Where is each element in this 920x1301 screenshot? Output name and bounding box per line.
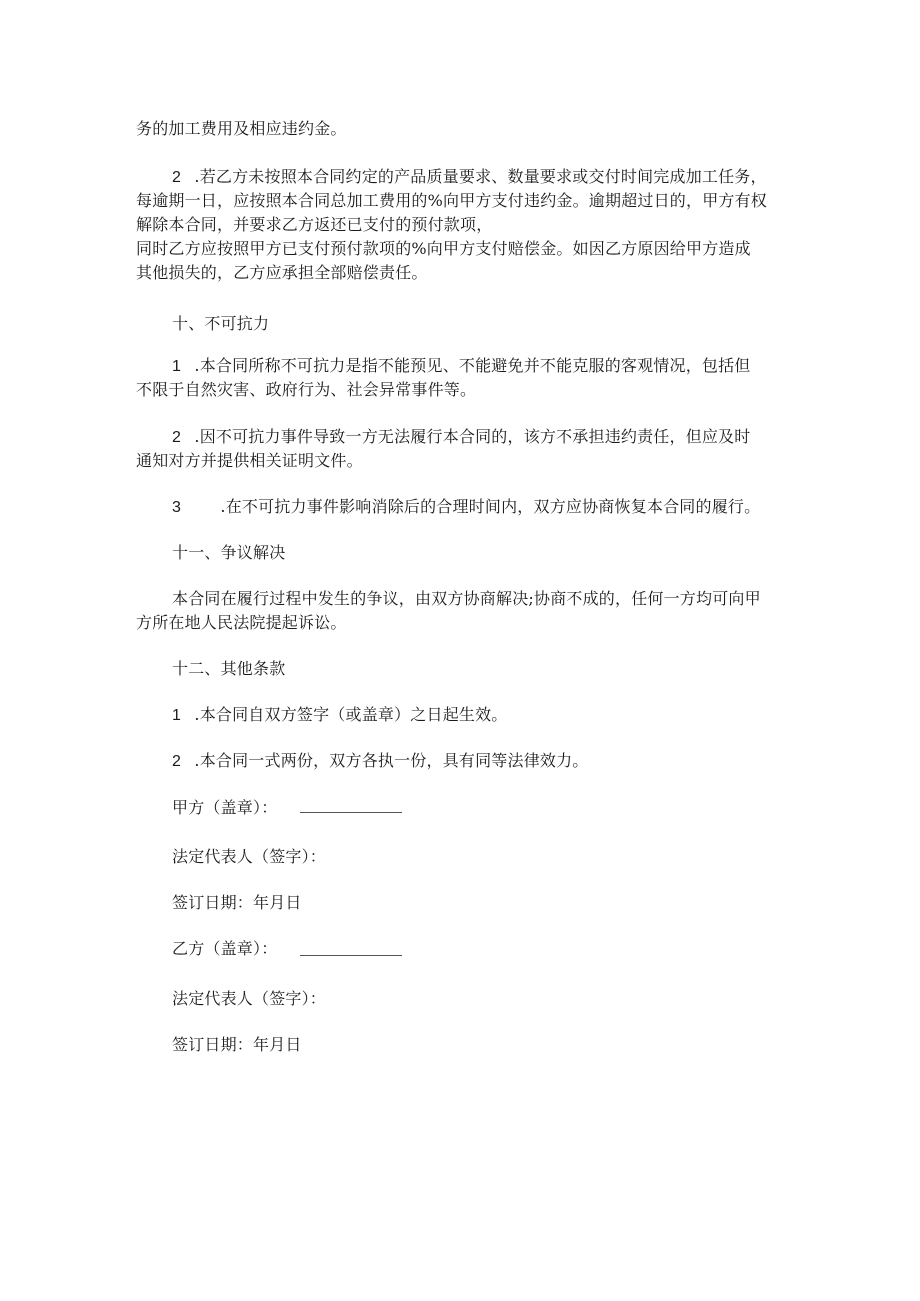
party-b-seal-blank[interactable] <box>300 955 402 956</box>
section10-item1-text: .本合同所称不可抗力是指不能预见、不能避免并不能克服的客观情况，包括但 <box>194 356 751 375</box>
section10-item2-line1 <box>172 426 751 449</box>
clause9-item2-line3: 解除本合同，并要求乙方返还已支付的预付款项， <box>136 215 493 234</box>
clause9-item2-number: 2 <box>172 169 182 186</box>
section10-item2-number: 2 <box>172 429 182 446</box>
section12-item2-text: .本合同一式两份，双方各执一份，具有同等法律效力。 <box>194 751 589 770</box>
section10-item3-text: .在不可抗力事件影响消除后的合理时间内，双方应协商恢复本合同的履行。 <box>220 497 761 516</box>
section10-item1-line2: 不限于自然灾害、政府行为、社会异常事件等。 <box>136 380 477 399</box>
section12-item2-number: 2 <box>172 753 182 770</box>
party-a-seal-blank[interactable] <box>300 812 402 813</box>
continuation-text: 务的加工费用及相应违约金。 <box>136 119 347 138</box>
party-a-seal-label: 甲方（盖章）： <box>172 798 278 817</box>
section11-line2: 方所在地人民法院提起诉讼。 <box>136 613 347 632</box>
section10-heading: 十、不可抗力 <box>172 314 270 333</box>
clause9-item2-text: .若乙方未按照本合同约定的产品质量要求、数量要求或交付时间完成加工任务， <box>194 167 767 186</box>
section10-item1-line1 <box>172 355 751 378</box>
party-a-date-label: 签订日期：年月日 <box>172 893 302 912</box>
clause9-item2-line4: 同时乙方应按照甲方已支付预付款项的%向甲方支付赔偿金。如因乙方原因给甲方造成 <box>136 239 751 258</box>
party-b-seal-label: 乙方（盖章）： <box>172 939 278 958</box>
section12-item1-text: .本合同自双方签字（或盖章）之日起生效。 <box>194 705 508 724</box>
section10-item3-line1 <box>172 496 760 519</box>
section12-heading: 十二、其他条款 <box>172 659 286 678</box>
section10-item2-line2: 通知对方并提供相关证明文件。 <box>136 451 363 470</box>
section10-item3-number: 3 <box>172 499 182 516</box>
section10-item2-text: .因不可抗力事件导致一方无法履行本合同的，该方不承担违约责任，但应及时 <box>194 427 751 446</box>
section12-item1-number: 1 <box>172 707 182 724</box>
section11-heading: 十一、争议解决 <box>172 543 286 562</box>
party-a-rep-label: 法定代表人（签字）： <box>172 847 327 866</box>
clause9-item2-line2: 每逾期一日，应按照本合同总加工费用的%向甲方支付违约金。逾期超过日的，甲方有权 <box>136 191 768 210</box>
clause9-item2-line1 <box>172 166 767 189</box>
section12-item2 <box>172 750 589 773</box>
section10-item1-number: 1 <box>172 358 182 375</box>
section12-item1 <box>172 704 508 727</box>
section11-line1: 本合同在履行过程中发生的争议，由双方协商解决;协商不成的，任何一方均可向甲 <box>172 589 761 608</box>
clause9-item2-line5: 其他损失的，乙方应承担全部赔偿责任。 <box>136 263 428 282</box>
party-b-date-label: 签订日期：年月日 <box>172 1035 302 1054</box>
party-b-rep-label: 法定代表人（签字）： <box>172 989 327 1008</box>
